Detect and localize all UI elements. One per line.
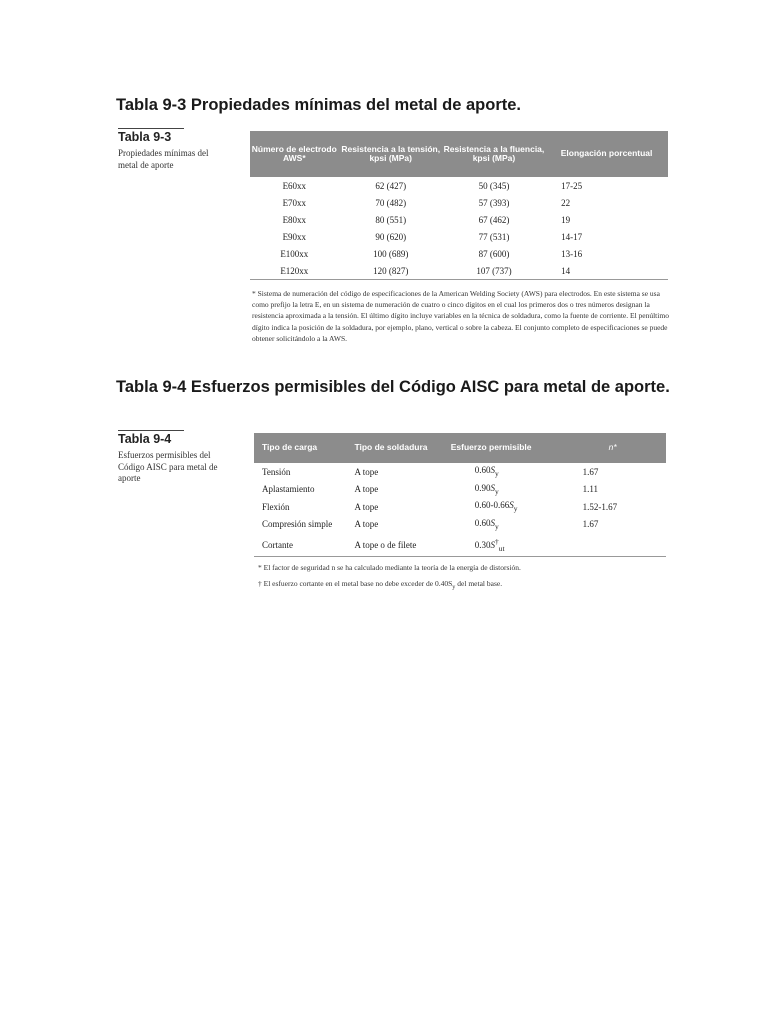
cell-esfuerzo: $0.60S_y$ xyxy=(474,465,499,479)
table-9-4-heading: Tabla 9-4 Esfuerzos permisibles del Código AISC para metal de aporte. xyxy=(116,378,670,396)
col-header-esfuerzo: Esfuerzo permisible xyxy=(451,433,583,463)
cell-n: 1.67 xyxy=(582,519,599,530)
cell-tipo-carga: Tensión xyxy=(262,466,291,477)
cell-esfuerzo: $0.90S_y$ xyxy=(474,482,499,496)
esfuerzo-sub: ut xyxy=(498,543,505,553)
cell-electrodo: E70xx xyxy=(282,197,307,208)
table-9-4-caption xyxy=(118,430,230,485)
cell-fluencia: 50 (345) xyxy=(478,180,510,191)
table-9-3-caption-title: Tabla 9-3 xyxy=(118,128,184,144)
esfuerzo-coef: 0.60 xyxy=(474,465,491,476)
table-row xyxy=(250,211,668,228)
cell-n xyxy=(583,533,666,557)
col-header-tipo-carga: Tipo de carga xyxy=(254,433,354,463)
esfuerzo-coef: 0.90 xyxy=(474,482,491,493)
table-9-4-footnote-2 xyxy=(258,578,658,593)
table-9-3-heading: Tabla 9-3 Propiedades mínimas del metal de aporte. xyxy=(116,96,521,114)
cell-tipo-soldadura: A tope xyxy=(354,519,379,530)
esfuerzo-sub: y xyxy=(513,504,518,514)
col-header-fluencia: Resistencia a la fluencia, kpsi (MPa) xyxy=(443,131,545,177)
cell-electrodo: E80xx xyxy=(282,214,307,225)
col-header-n: n* xyxy=(583,433,666,463)
cell-n: 1.11 xyxy=(582,484,599,495)
table-9-3-footnote: * Sistema de numeración del código de especificaciones de la American Welding Society (AWS) para electrodos. En este sistema se usa como prefijo la letra E, en un sistema de numeración de cuatro o cinco dígitos en el cual los primeros dos o tres números designan la resistencia aproximada a la tensión. El último dígito incluye variables en la técnica de soldadura, como la fuente de corriente. El penúltimo dígito indica la posición de la soldadura, por ejemplo, plano, vertical o sobre la cabeza. El conjunto completo de especificaciones se puede obtener solicitándolo a la AWS. xyxy=(252,289,669,343)
table-row xyxy=(254,481,666,499)
footnote-2-sub: y xyxy=(452,583,456,591)
cell-elongacion: 19 xyxy=(561,214,571,225)
table-9-4 xyxy=(254,433,666,557)
col-header-elongacion: Elongación porcentual xyxy=(545,131,668,177)
table-9-4-caption-title: Tabla 9-4 xyxy=(118,430,184,446)
footnote-2-text: † El esfuerzo cortante en el metal base no debe exceder de 0.40S xyxy=(258,579,453,588)
cell-n: 1.67 xyxy=(582,466,599,477)
cell-tension: 70 (482) xyxy=(375,197,407,208)
cell-tipo-carga: Cortante xyxy=(254,533,354,557)
table-header-row xyxy=(254,433,666,463)
table-row xyxy=(254,498,666,516)
cell-tipo-soldadura: A tope o de filete xyxy=(354,533,450,557)
cell-fluencia: 77 (531) xyxy=(478,231,510,242)
table-9-3-caption xyxy=(118,128,230,171)
table-row xyxy=(250,262,668,280)
cell-tipo-carga: Compresión simple xyxy=(262,519,333,530)
cell-electrodo: E90xx xyxy=(282,231,307,242)
table-row xyxy=(250,194,668,211)
cell-fluencia: 67 (462) xyxy=(478,214,510,225)
cell-esfuerzo: $0.60S_y$ xyxy=(474,517,499,531)
table-row xyxy=(250,177,668,194)
cell-tipo-carga: Aplastamiento xyxy=(262,484,315,495)
col-header-electrodo: Número de electrodo AWS* xyxy=(250,131,339,177)
cell-tipo-carga: Flexión xyxy=(262,501,290,512)
table-9-3-caption-desc: Propiedades mínimas del metal de aporte xyxy=(118,148,209,170)
table-row xyxy=(254,463,666,481)
table-row xyxy=(254,516,666,534)
footnote-2-tail: del metal base. xyxy=(455,579,503,588)
cell-fluencia: 107 (737) xyxy=(443,262,545,280)
cell-tipo-soldadura: A tope xyxy=(354,501,379,512)
cell-tension: 100 (689) xyxy=(373,248,409,259)
cell-tension: 90 (620) xyxy=(375,231,407,242)
esfuerzo-sub: y xyxy=(495,486,499,496)
cell-tension: 80 (551) xyxy=(375,214,407,225)
table-row xyxy=(254,533,666,557)
table-row xyxy=(250,245,668,262)
esfuerzo-coef: 0.30 xyxy=(474,539,491,550)
table-9-3 xyxy=(250,131,668,280)
cell-elongacion: 13-16 xyxy=(561,248,583,259)
cell-tension: 120 (827) xyxy=(339,262,443,280)
table-header-row xyxy=(250,131,668,177)
cell-fluencia: 87 (600) xyxy=(478,248,510,259)
esfuerzo-sup: † xyxy=(495,536,499,546)
table-row xyxy=(250,228,668,245)
cell-elongacion: 22 xyxy=(561,197,571,208)
col-header-tension: Resistencia a la tensión, kpsi (MPa) xyxy=(339,131,443,177)
cell-esfuerzo: $0.30S^\dagger_{ut}$ xyxy=(451,533,583,557)
table-9-4-caption-desc: Esfuerzos permisibles del Código AISC para metal de aporte xyxy=(118,450,218,483)
esfuerzo-coef: 0.60-0.66 xyxy=(474,500,510,511)
cell-elongacion: 14 xyxy=(545,262,668,280)
cell-elongacion: 14-17 xyxy=(561,231,583,242)
esfuerzo-sub: y xyxy=(495,469,499,479)
cell-fluencia: 57 (393) xyxy=(478,197,510,208)
cell-tension: 62 (427) xyxy=(375,180,407,191)
cell-n: 1.52-1.67 xyxy=(582,501,618,512)
cell-electrodo: E60xx xyxy=(282,180,307,191)
esfuerzo-sub: y xyxy=(495,521,499,531)
table-9-4-footnote-1: * El factor de seguridad n se ha calculado mediante la teoría de la energía de distorsión. xyxy=(258,563,521,572)
cell-tipo-soldadura: A tope xyxy=(354,466,379,477)
cell-tipo-soldadura: A tope xyxy=(354,484,379,495)
cell-electrodo: E120xx xyxy=(250,262,339,280)
cell-esfuerzo: $0.60-0.66S_y$ xyxy=(474,500,518,514)
col-header-tipo-soldadura: Tipo de soldadura xyxy=(354,433,450,463)
cell-electrodo: E100xx xyxy=(280,248,309,259)
cell-elongacion: 17-25 xyxy=(561,180,583,191)
esfuerzo-coef: 0.60 xyxy=(474,517,491,528)
